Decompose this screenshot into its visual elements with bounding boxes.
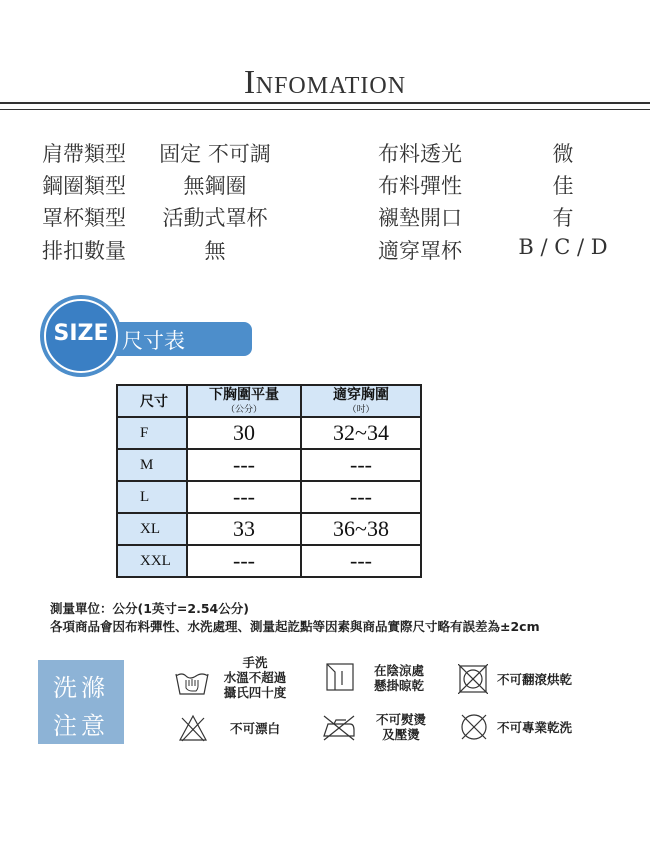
- washing-title-line2: 注意: [53, 712, 109, 740]
- no-iron-text: 不可熨燙 及壓燙: [375, 712, 426, 742]
- size-table-header: [117, 385, 421, 417]
- spec-value-cup-type: 活動式罩杯: [162, 206, 268, 230]
- tolerance-note: 各項商品會因布料彈性、水洗處理、測量起訖點等因素與商品實際尺寸略有誤差為±2cm: [50, 619, 540, 634]
- size-cell: XL: [117, 513, 187, 545]
- shade-hang-dry-text: 在陰涼處 懸掛晾乾: [374, 663, 425, 693]
- fit-bust-cell: ---: [301, 481, 421, 513]
- under-bust-cell: 33: [187, 513, 301, 545]
- size-cell: M: [117, 449, 187, 481]
- fit-bust-cell: ---: [301, 545, 421, 577]
- under-bust-cell: ---: [187, 449, 301, 481]
- measurement-unit-note: 測量單位：公分(1英寸=2.54公分): [50, 601, 249, 616]
- washing-instructions-box: [38, 660, 124, 744]
- no-tumble-dry-text: 不可翻滾烘乾: [497, 672, 573, 687]
- size-word: SIZE: [53, 321, 109, 346]
- size-cell: XXL: [117, 545, 187, 577]
- no-bleach-icon: [178, 714, 208, 742]
- no-iron-icon: [320, 714, 358, 742]
- under-bust-cell: ---: [187, 481, 301, 513]
- shade-hang-dry-icon: [326, 663, 354, 691]
- spec-label-pad-opening: 襯墊開口: [378, 206, 462, 230]
- spec-label-strap: 肩帶類型: [42, 142, 126, 166]
- spec-value-strap: 固定 不可調: [159, 142, 271, 166]
- table-row: [117, 417, 421, 449]
- size-chart-badge: [40, 295, 220, 375]
- spec-value-elasticity: 佳: [552, 174, 574, 198]
- under-bust-cell: ---: [187, 545, 301, 577]
- header-under-bust: 下胸圍平量 （公分）: [187, 385, 301, 417]
- size-cell: L: [117, 481, 187, 513]
- no-tumble-dry-icon: [458, 664, 488, 694]
- size-chart-label: 尺寸表: [122, 329, 185, 353]
- fit-bust-cell: 36~38: [301, 513, 421, 545]
- spec-label-hooks: 排扣數量: [42, 239, 126, 263]
- table-row: [117, 545, 421, 577]
- fit-bust-cell: 32~34: [301, 417, 421, 449]
- spec-value-underwire: 無鋼圈: [183, 174, 247, 198]
- spec-label-cup-fit: 適穿罩杯: [378, 239, 462, 263]
- title-divider-thin: [0, 109, 650, 110]
- spec-label-underwire: 鋼圈類型: [42, 174, 126, 198]
- header-fit-bust: 適穿胸圍 （吋）: [301, 385, 421, 417]
- no-dry-clean-icon: [459, 712, 489, 742]
- fit-bust-cell: ---: [301, 449, 421, 481]
- title-divider-thick: [0, 102, 650, 104]
- size-circle: [40, 295, 122, 377]
- table-row: [117, 449, 421, 481]
- size-cell: F: [117, 417, 187, 449]
- spec-label-cup-type: 罩杯類型: [42, 206, 126, 230]
- hand-wash-text: 手洗 水溫不超過 攝氏四十度: [223, 655, 287, 700]
- spec-value-hooks: 無: [204, 239, 226, 263]
- size-table: [116, 384, 422, 578]
- hand-wash-icon: [174, 668, 210, 696]
- spec-label-sheerness: 布料透光: [378, 142, 462, 166]
- table-row: [117, 481, 421, 513]
- size-chart-pill: [100, 322, 252, 356]
- page-title: INFOMATION: [243, 64, 407, 101]
- under-bust-cell: 30: [187, 417, 301, 449]
- spec-value-cup-fit: B / C / D: [518, 235, 608, 259]
- no-dry-clean-text: 不可專業乾洗: [497, 720, 573, 735]
- spec-value-sheerness: 微: [552, 142, 574, 166]
- table-row: [117, 513, 421, 545]
- spec-value-pad-opening: 有: [552, 206, 574, 230]
- no-bleach-text: 不可漂白: [230, 721, 281, 736]
- header-size: 尺寸: [117, 385, 187, 417]
- washing-title-line1: 洗滌: [53, 674, 109, 702]
- spec-label-elasticity: 布料彈性: [378, 174, 462, 198]
